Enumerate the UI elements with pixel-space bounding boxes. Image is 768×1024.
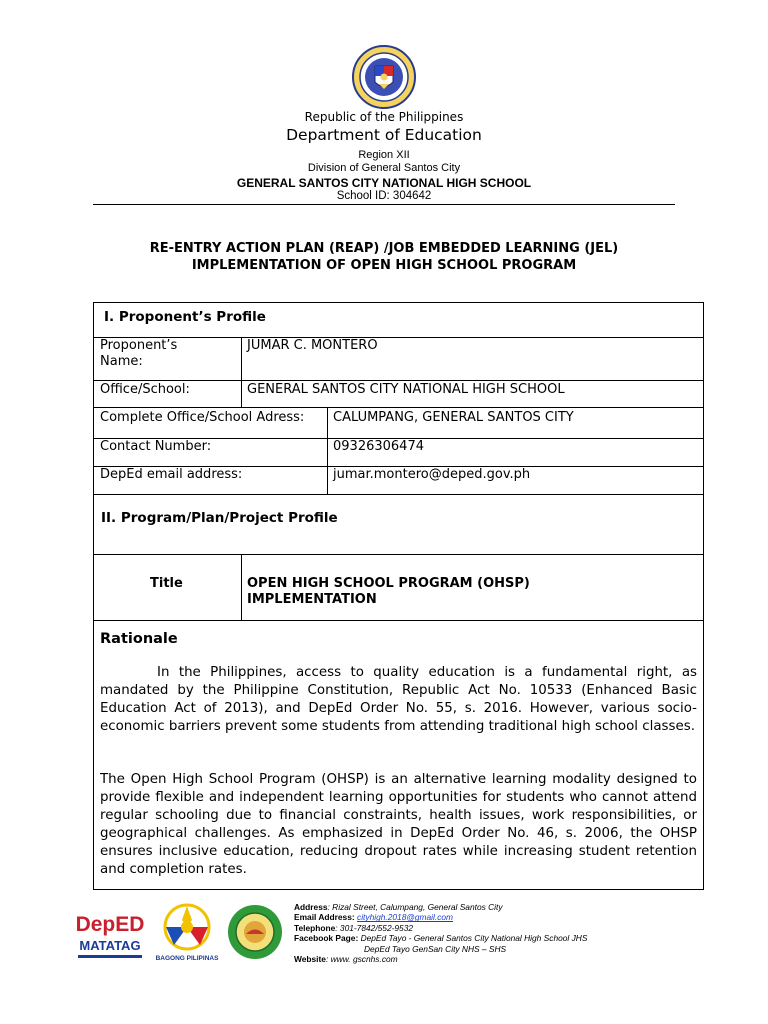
address-value: CALUMPANG, GENERAL SANTOS CITY xyxy=(333,410,574,425)
table-rule xyxy=(94,380,703,381)
footer-address-label: Address xyxy=(294,902,328,912)
program-title-value-2: IMPLEMENTATION xyxy=(247,592,377,607)
footer-phone-row xyxy=(294,923,587,933)
footer-phone-label: Telephone xyxy=(294,922,336,933)
rationale-paragraph-2: The Open High School Program (OHSP) is an alternative learning modality designed to provide flexible and independent learning opportunities for students who cannot attend regular schooling due to financial constraints, health issues, work responsibilities, or geographical challenges. As emphasized in DepEd Order No. 46, s. 2006, the OHSP ensures inclusive education, reducing dropout rates while increasing student retention and completion rates. xyxy=(100,772,697,877)
matatag-logo-text: MATATAG xyxy=(79,938,141,953)
department-line: Department of Education xyxy=(286,126,482,144)
document-title-line-2: IMPLEMENTATION OF OPEN HIGH SCHOOL PROGRAM xyxy=(191,258,577,273)
table-rule xyxy=(241,554,242,620)
footer-contact-block xyxy=(294,902,587,964)
proponent-name-value: JUMAR C. MONTERO xyxy=(247,338,378,353)
table-rule xyxy=(94,337,703,338)
deped-seal-icon xyxy=(349,44,419,110)
bagong-pilipinas-logo xyxy=(152,900,222,964)
footer-address-row xyxy=(294,902,587,912)
division-line: Division of General Santos City xyxy=(307,162,461,174)
contact-value: 09326306474 xyxy=(333,439,424,454)
proponent-name-label-2: Name: xyxy=(100,354,143,369)
footer-website-value: : www. gscnhs.com xyxy=(325,954,398,965)
address-label: Complete Office/School Adress: xyxy=(100,410,305,425)
footer-email-label: Email Address: xyxy=(294,912,355,923)
office-value: GENERAL SANTOS CITY NATIONAL HIGH SCHOOL xyxy=(247,382,565,397)
school-name-line: GENERAL SANTOS CITY NATIONAL HIGH SCHOOL xyxy=(236,176,532,190)
footer-facebook-value-2: DepEd Tayo GenSan City NHS – SHS xyxy=(364,943,507,954)
bagong-pilipinas-text: BAGONG PILIPINAS xyxy=(155,955,219,962)
program-title-value: OPEN HIGH SCHOOL PROGRAM (OHSP) xyxy=(247,576,530,591)
footer-email-row xyxy=(294,912,587,922)
table-rule xyxy=(327,438,328,494)
contact-label: Contact Number: xyxy=(100,439,212,454)
program-title-label: Title xyxy=(150,576,183,591)
section-heading-profile: I. Proponent’s Profile xyxy=(104,309,266,325)
deped-logo-text: DepED xyxy=(75,913,145,936)
school-id-line: School ID: 304642 xyxy=(336,190,432,202)
table-rule xyxy=(94,494,703,495)
section-heading-program: II. Program/Plan/Project Profile xyxy=(101,510,338,526)
region-line: Region XII xyxy=(358,149,410,161)
proponent-name-label: Proponent’s xyxy=(100,338,178,353)
footer-facebook-value: DepEd Tayo - General Santos City National High School JHS xyxy=(360,933,588,944)
email-value: jumar.montero@deped.gov.ph xyxy=(333,467,531,482)
school-seal-icon xyxy=(226,903,284,961)
table-rule xyxy=(94,554,703,555)
footer-email-link[interactable]: cityhigh.2018@gmail.com xyxy=(357,912,454,923)
rationale-paragraph-1: In the Philippines, access to quality education is a fundamental right, as mandated by the Philippine Constitution, Republic Act No. 10533 (Enhanced Basic Education Act of 2013), and DepEd Order No. 55, s. 2016. However, various socio-economic barriers prevent some students from attending traditional high school classes. xyxy=(100,665,697,734)
header-divider xyxy=(93,204,675,205)
table-rule xyxy=(241,337,242,407)
document-title-line-1: RE-ENTRY ACTION PLAN (REAP) /JOB EMBEDDED LEARNING (JEL) xyxy=(149,241,619,256)
table-rule xyxy=(94,407,703,408)
footer-website-row xyxy=(294,954,587,964)
office-label: Office/School: xyxy=(100,382,190,397)
footer-facebook-row-2 xyxy=(294,944,587,954)
table-rule xyxy=(327,407,328,438)
footer-facebook-label: Facebook Page: xyxy=(294,933,359,944)
footer-facebook-row xyxy=(294,933,587,943)
profile-form-table xyxy=(93,302,704,890)
footer-website-label: Website xyxy=(294,954,326,965)
footer-phone-value: : 301-7842/552-9532 xyxy=(335,922,414,933)
footer-address-value: : Rizal Street, Calumpang, General Santos City xyxy=(327,902,503,912)
email-label: DepEd email address: xyxy=(100,467,243,482)
table-rule xyxy=(94,620,703,621)
deped-matatag-logo xyxy=(74,905,146,967)
rationale-heading: Rationale xyxy=(100,631,178,647)
republic-line: Republic of the Philippines xyxy=(304,110,464,124)
